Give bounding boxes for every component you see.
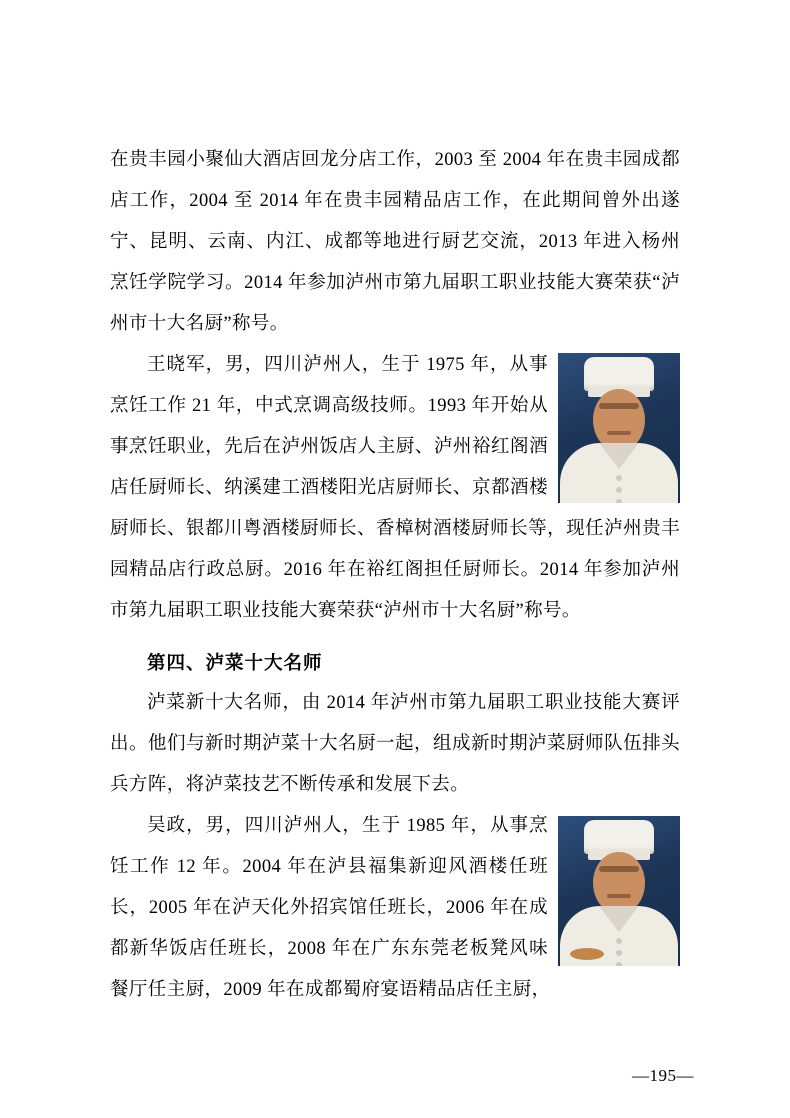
portrait-photo-wang-xiaojun	[558, 353, 680, 503]
paragraph-2: 王晓军，男，四川泸州人，生于 1975 年，从事烹饪工作 21 年，中式烹调高级技师。1993 年开始从事烹饪职业，先后在泸州饭店人主厨、泸州裕红阁酒店任厨师长、纳溪建工酒楼阳光店厨师长、京都酒楼厨师长、银都川粤酒楼厨师长、香樟树酒楼厨师长等，现任泸州贵丰园精品店行政总厨。2016 年在裕红阁担任厨师长。2014 年参加泸州市第九届职工职业技能大赛荣获“泸州市十大名厨”称号。	[110, 355, 680, 621]
food-plate	[570, 948, 604, 960]
chef-hat-icon	[584, 820, 654, 854]
chef-hat-icon	[584, 357, 654, 391]
page-number: —195—	[632, 1066, 694, 1085]
face-shape	[593, 852, 645, 914]
section-heading: 第四、泸菜十大名师	[147, 652, 323, 673]
face-shape	[593, 389, 645, 451]
paragraph-1: 在贵丰园小聚仙大酒店回龙分店工作，2003 至 2004 年在贵丰园成都店工作，2004 至 2014 年在贵丰园精品店工作，在此期间曾外出遂宁、昆明、云南、内江、成都等地进行厨艺交流，2013 年进入杨州烹饪学院学习。2014 年参加泸州市第九届职工职业技能大赛荣获“泸州市十大名厨”称号。	[110, 150, 680, 334]
paragraph-3: 泸菜新十大名师，由 2014 年泸州市第九届职工职业技能大赛评出。他们与新时期泸菜十大名厨一起，组成新时期泸菜厨师队伍排头兵方阵，将泸菜技艺不断传承和发展下去。	[110, 693, 680, 795]
uniform-buttons	[616, 938, 622, 964]
portrait-photo-wu-zheng	[558, 816, 680, 966]
uniform-buttons	[616, 475, 622, 501]
page-content	[110, 140, 680, 1011]
paragraph-4: 吴政，男，四川泸州人，生于 1985 年，从事烹饪工作 12 年。2004 年在泸县福集新迎风酒楼任班长，2005 年在泸天化外招宾馆任班长，2006 年在成都新华饭店任班长，2008 年在广东东莞老板凳风味餐厅任主厨，2009 年在成都蜀府宴语精品店任主厨，	[110, 816, 551, 1000]
